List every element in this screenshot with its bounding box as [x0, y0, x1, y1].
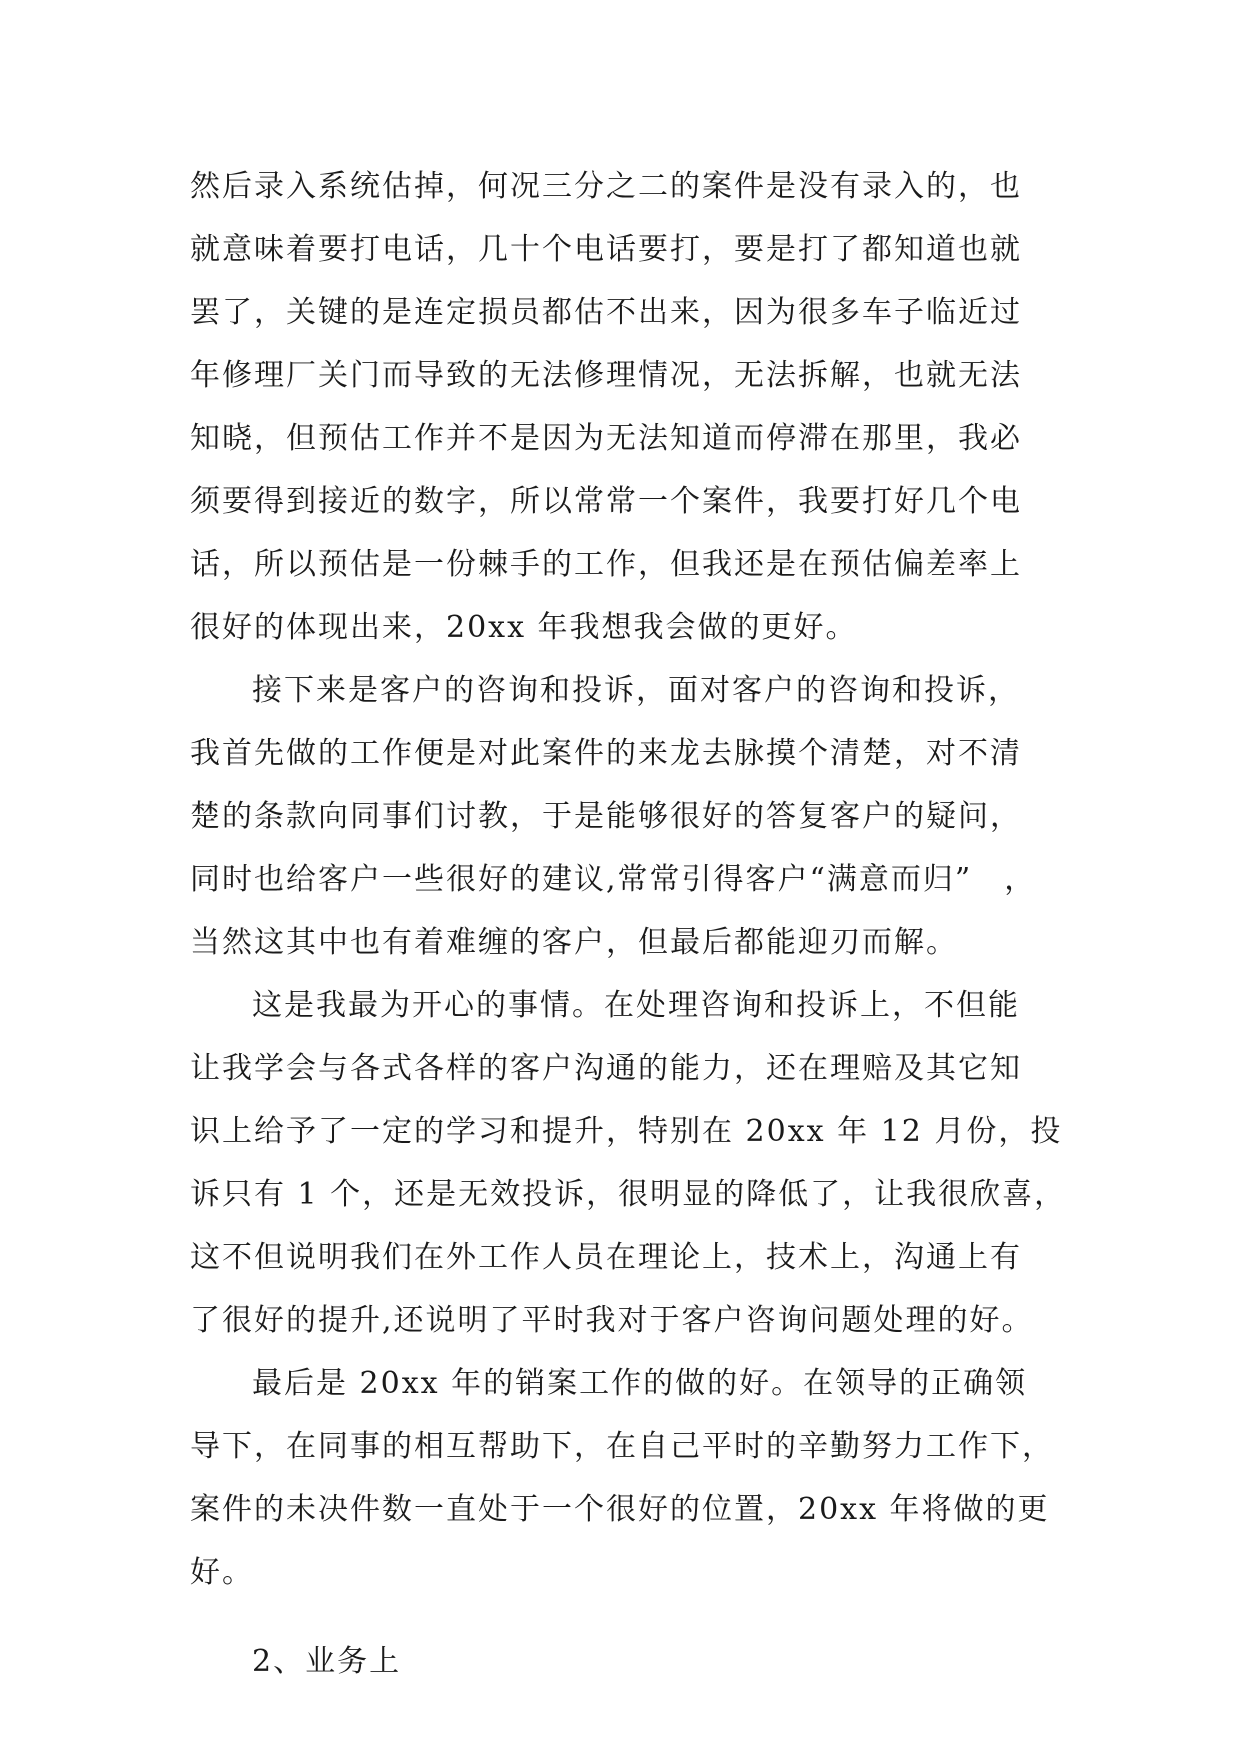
paragraph-start-line: 接下来是客户的咨询和投诉，面对客户的咨询和投诉， — [252, 673, 1020, 708]
document-body — [190, 155, 1067, 1693]
section-gap — [190, 1604, 1050, 1630]
text-line: 当然这其中也有着难缠的客户，但最后都能迎刃而解。 — [190, 925, 958, 960]
text-line: 很好的体现出来，20xx 年我想我会做的更好。 — [190, 610, 858, 645]
text-line: 了很好的提升,还说明了平时我对于客户咨询问题处理的好。 — [190, 1303, 1034, 1338]
text-line: 我首先做的工作便是对此案件的来龙去脉摸个清楚，对不清 — [190, 736, 1022, 771]
text-line: 罢了，关键的是连定损员都估不出来，因为很多车子临近过 — [190, 295, 1022, 330]
text-line: 须要得到接近的数字，所以常常一个案件，我要打好几个电 — [190, 484, 1022, 519]
text-line: 同时也给客户一些很好的建议,常常引得客户“满意而归” ， — [190, 862, 1037, 897]
text-line: 这不但说明我们在外工作人员在理论上，技术上，沟通上有 — [190, 1240, 1022, 1275]
text-line: 楚的条款向同事们讨教，于是能够很好的答复客户的疑问， — [190, 799, 1022, 834]
text-line: 导下，在同事的相互帮助下，在自己平时的辛勤努力工作下， — [190, 1429, 1054, 1464]
text-line: 好。 — [190, 1555, 254, 1590]
text-line: 然后录入系统估掉，何况三分之二的案件是没有录入的，也 — [190, 169, 1022, 204]
text-line: 话，所以预估是一份棘手的工作，但我还是在预估偏差率上 — [190, 547, 1022, 582]
text-line: 让我学会与各式各样的客户沟通的能力，还在理赔及其它知 — [190, 1051, 1022, 1086]
text-line: 诉只有 1 个，还是无效投诉，很明显的降低了，让我很欣喜， — [190, 1177, 1067, 1212]
text-line: 知晓，但预估工作并不是因为无法知道而停滞在那里，我必 — [190, 421, 1022, 456]
text-line: 年修理厂关门而导致的无法修理情况，无法拆解，也就无法 — [190, 358, 1022, 393]
paragraph-start-line: 最后是 20xx 年的销案工作的做的好。在领导的正确领 — [252, 1366, 1028, 1401]
paragraph-start-line: 这是我最为开心的事情。在处理咨询和投诉上，不但能 — [252, 988, 1020, 1023]
text-line: 识上给予了一定的学习和提升，特别在 20xx 年 12 月份，投 — [190, 1114, 1063, 1149]
text-line: 案件的未决件数一直处于一个很好的位置，20xx 年将做的更 — [190, 1492, 1050, 1527]
text-line: 就意味着要打电话，几十个电话要打，要是打了都知道也就 — [190, 232, 1022, 267]
section-heading: 2、业务上 — [252, 1644, 402, 1679]
